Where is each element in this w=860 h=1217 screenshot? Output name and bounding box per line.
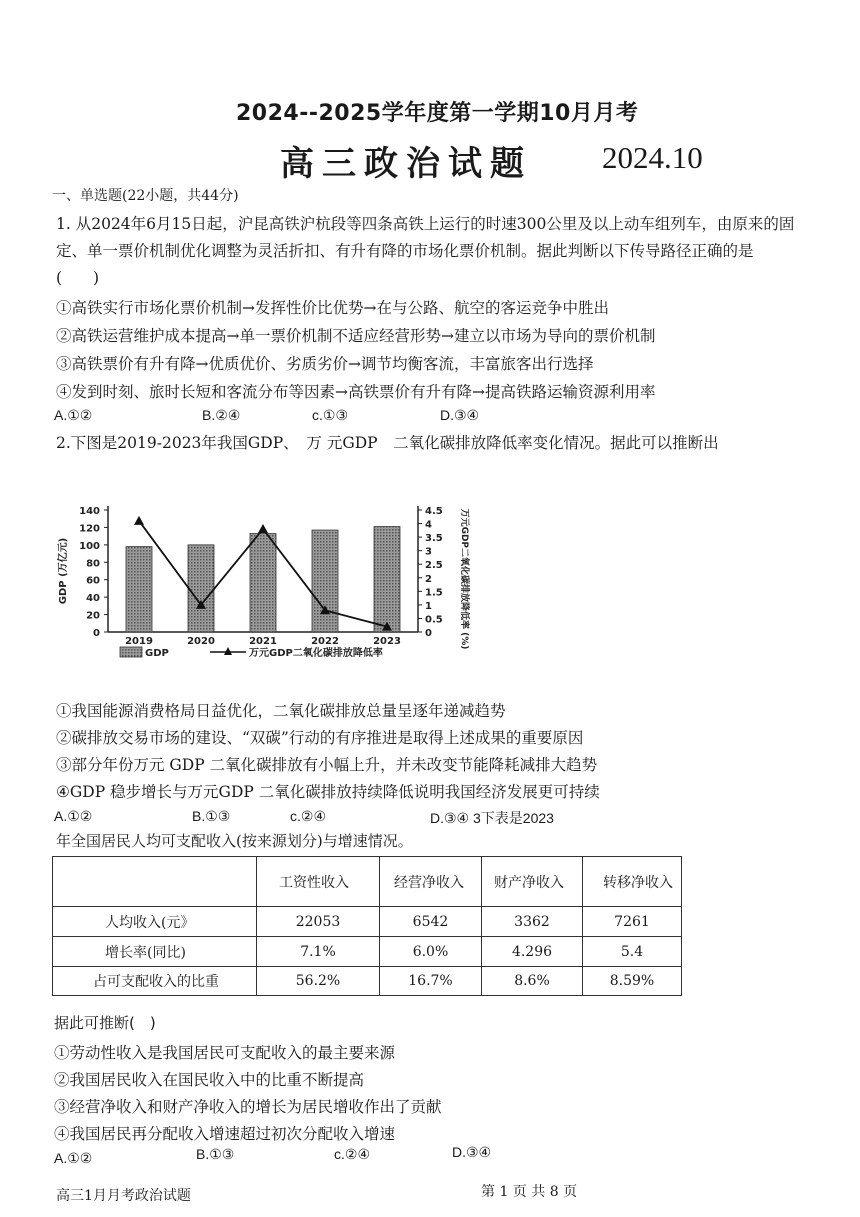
legend-marker-carbon — [224, 647, 232, 655]
table-cell: 占可支配收入的比重 — [53, 967, 257, 996]
table-cell: 56.2% — [257, 967, 380, 996]
question-3-answer-d: D.③④ — [452, 1144, 492, 1160]
question-3-prompt: 据此可推断( ) — [54, 1014, 156, 1032]
table-header-cell: 财产净收入 — [482, 857, 583, 907]
question-2-answer-a: A.①② — [54, 808, 93, 824]
y-tick-label: 140 — [79, 506, 100, 517]
x-tick-label: 2022 — [311, 636, 339, 647]
table-cell: 16.7% — [380, 967, 482, 996]
question-1-answer-b: B.②④ — [202, 407, 241, 423]
y-tick-label: 80 — [86, 558, 100, 570]
question-3-option-1: ①劳动性收入是我国居民可支配收入的最主要来源 — [54, 1044, 396, 1062]
table-cell: 5.4 — [583, 937, 682, 967]
bar-gdp — [312, 530, 338, 632]
y-tick-label: 60 — [86, 575, 100, 587]
x-tick-label: 2021 — [249, 636, 277, 647]
table-row — [53, 907, 682, 937]
table-cell: 8.6% — [482, 967, 583, 996]
y2-tick-label: 1 — [425, 600, 432, 612]
y2-tick-label: 3.5 — [425, 533, 443, 545]
question-3-option-2: ②我国居民收入在国民收入中的比重不断提高 — [54, 1071, 365, 1089]
question-2-option-2: ②碳排放交易市场的建设、“双碳”行动的有序推进是取得上述成果的重要原因 — [56, 729, 584, 747]
footer-exam-name: 高三1月月考政治试题 — [56, 1188, 191, 1204]
y2-tick-label: 2.5 — [425, 560, 443, 572]
question-3-option-4: ④我国居民再分配收入增速超过初次分配收入增速 — [54, 1125, 396, 1143]
question-1-answer-c: c.①③ — [312, 407, 348, 423]
y-tick-label: 20 — [86, 610, 100, 622]
y2-tick-label: 0.5 — [425, 614, 443, 626]
x-tick-label: 2023 — [373, 636, 401, 647]
legend-label-carbon: 万元GDP二氧化碳排放降低率 — [249, 648, 383, 659]
exam-date: 2024.10 — [602, 140, 703, 175]
table-header-cell: 经营净收入 — [380, 857, 482, 907]
y2-tick-label: 0 — [425, 628, 432, 639]
table-header-row — [53, 857, 682, 907]
table-cell: 增长率(同比) — [53, 937, 257, 967]
question-2-option-1: ①我国能源消费格局日益优化，二氧化碳排放总量呈逐年递减趋势 — [56, 702, 506, 720]
question-1-option-3: ③高铁票价有升有降→优质优价、劣质劣价→调节均衡客流，丰富旅客出行选择 — [56, 355, 594, 373]
y2-tick-label: 3 — [425, 546, 432, 558]
bar-gdp — [126, 547, 152, 632]
subject-title: 高三政治试题 — [280, 144, 532, 184]
table-header-cell: 转移净收入 — [583, 857, 682, 907]
y2-tick-label: 4.5 — [425, 506, 443, 517]
y-tick-label: 120 — [79, 523, 100, 535]
question-2-stem: 2.下图是2019-2023年我国GDP、 万 元GDP 二氧化碳排放降低率变化情况。据此可以推断出 — [56, 434, 719, 452]
question-3-answer-c: c.②④ — [334, 1146, 370, 1162]
question-2-option-3: ③部分年份万元 GDP 二氧化碳排放有小幅上升，并未改变节能降耗减排大趋势 — [56, 756, 598, 774]
income-table — [52, 856, 682, 996]
table-cell: 7261 — [583, 907, 682, 937]
question-1-option-4: ④发到时刻、旅时长短和客流分布等因素→高铁票价有升有降→提高铁路运输资源利用率 — [56, 383, 656, 401]
question-2-answer-c: c.②④ — [290, 808, 326, 824]
bar-gdp — [188, 545, 214, 632]
table-header-cell: 工资性收入 — [257, 857, 380, 907]
y2-tick-label: 4 — [425, 519, 432, 531]
point-carbon-rate — [258, 524, 268, 533]
table-cell: 3362 — [482, 907, 583, 937]
question-1-stem: 1. 从2024年6月15日起，沪昆高铁沪杭段等四条高铁上运行的时速300公里及以上动车组列车，由原来的固定、单一票价机制优化调整为灵活折扣、有升有降的市场化票价机制。据此判断以下传导路径正确的是( ) — [56, 215, 795, 287]
y2-tick-label: 2 — [425, 573, 432, 585]
y-tick-label: 0 — [93, 628, 100, 639]
bar-gdp — [250, 534, 276, 632]
table-cell: 6542 — [380, 907, 482, 937]
table-cell: 6.0% — [380, 937, 482, 967]
y-tick-label: 40 — [86, 593, 100, 605]
question-1-option-2: ②高铁运营维护成本提高→单一票价机制不适应经营形势→建立以市场为导向的票价机制 — [56, 327, 656, 345]
table-row — [53, 937, 682, 967]
table-cell: 7.1% — [257, 937, 380, 967]
section-heading: 一、单选题(22小题，共44分) — [52, 188, 239, 204]
question-3-option-3: ③经营净收入和财产净收入的增长为居民增收作出了贡献 — [54, 1098, 442, 1116]
legend-label-gdp: GDP — [145, 648, 169, 659]
y-axis-label: GDP (万亿元) — [58, 537, 69, 605]
point-carbon-rate — [134, 516, 144, 525]
y2-tick-label: 1.5 — [425, 587, 443, 599]
exam-title: 2024--2025学年度第一学期10月月考 — [236, 101, 639, 126]
x-tick-label: 2019 — [125, 636, 153, 647]
question-2-answer-b: B.①③ — [192, 808, 231, 824]
table-cell: 人均收入(元》 — [53, 907, 257, 937]
question-3-answer-b: B.①③ — [196, 1146, 235, 1162]
table-header-cell — [53, 857, 257, 907]
question-3-stem: 年全国居民人均可支配收入(按来源划分)与增速情况。 — [56, 832, 413, 850]
gdp-carbon-chart — [50, 490, 480, 670]
table-row — [53, 967, 682, 996]
legend-swatch-gdp — [120, 647, 142, 657]
footer-page-number: 第 1 页 共 8 页 — [481, 1184, 578, 1200]
question-2-option-4: ④GDP 稳步增长与万元GDP 二氧化碳排放持续降低说明我国经济发展更可持续 — [56, 783, 600, 801]
question-1-answer-d: D.③④ — [440, 407, 480, 423]
table-cell: 8.59% — [583, 967, 682, 996]
question-2-answer-d: D.③④ 3下表是2023 — [430, 810, 554, 826]
bar-gdp — [374, 527, 400, 632]
y2-axis-label: 万元GDP二氧化碳排放降低率 (%) — [459, 508, 469, 650]
y-tick-label: 100 — [79, 540, 100, 552]
question-1-option-1: ①高铁实行市场化票价机制→发挥性价比优势→在与公路、航空的客运竞争中胜出 — [56, 299, 609, 317]
question-3-answer-a: A.①② — [54, 1150, 93, 1166]
table-cell: 4.296 — [482, 937, 583, 967]
x-tick-label: 2020 — [187, 636, 215, 647]
table-cell: 22053 — [257, 907, 380, 937]
question-1-answer-a: A.①② — [54, 407, 93, 423]
